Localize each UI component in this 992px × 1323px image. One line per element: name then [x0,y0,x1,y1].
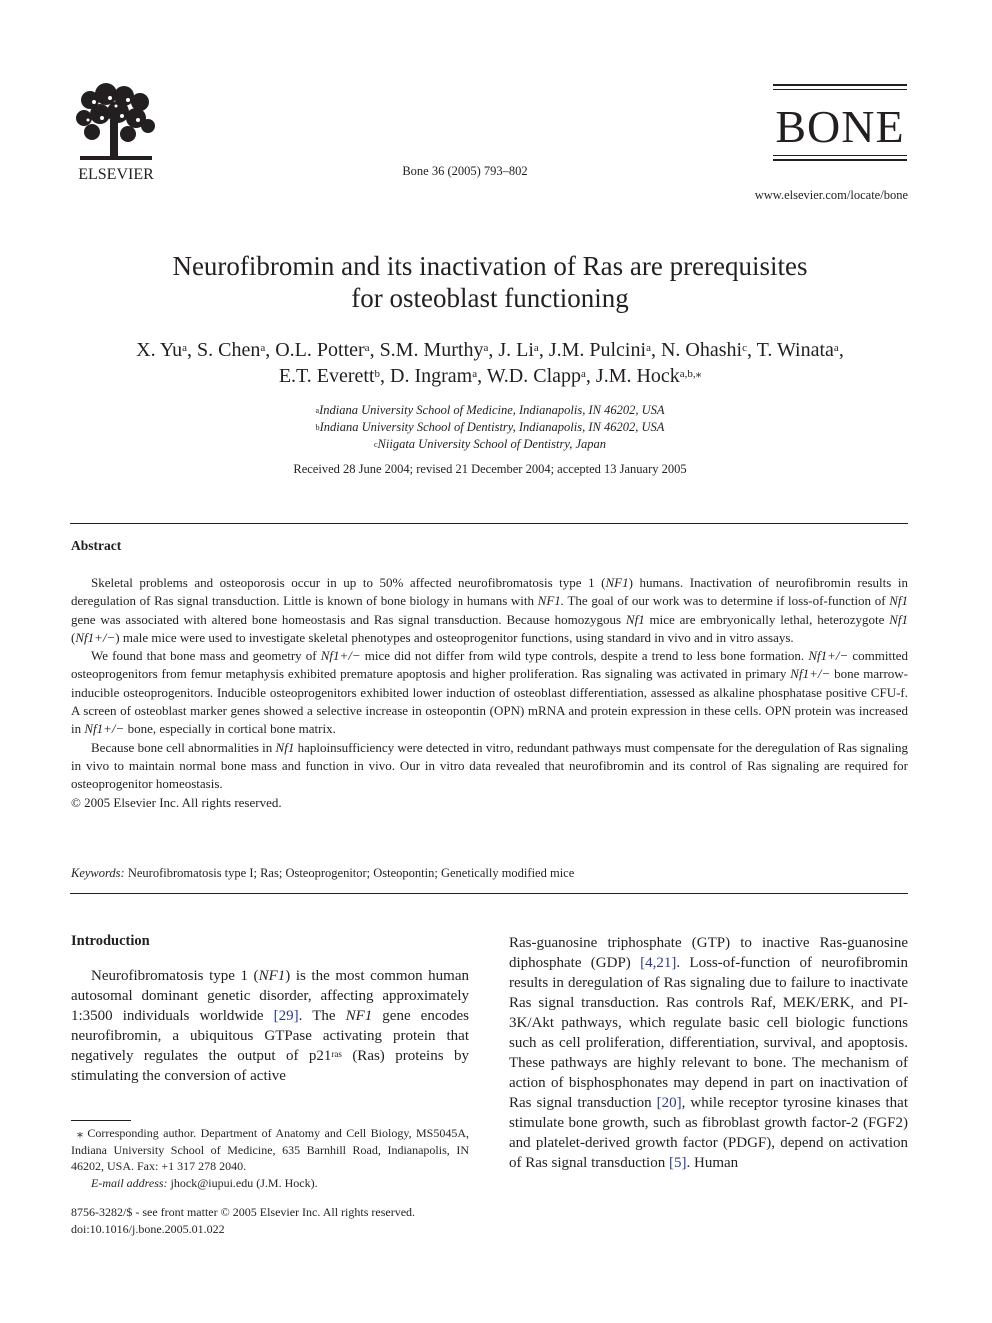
text-run: ( [71,629,76,645]
author-separator: , [477,365,487,387]
text-run: . The [298,1008,346,1024]
author-affiliation-mark: a [182,342,187,354]
keywords [71,866,908,881]
author-name: J.M. Pulcini [548,339,647,361]
author-separator: , [488,339,499,361]
abstract-copyright: © 2005 Elsevier Inc. All rights reserved. [71,794,282,810]
elsevier-logo [70,80,162,182]
italic-term: Nf1 [275,739,295,755]
italic-term: Nf1+/− [84,721,125,737]
reference-link[interactable]: [20] [656,1095,682,1111]
author-name: W.D. Clapp [486,365,582,387]
text-run: The goal of our work was to determine if loss-of-function of [564,593,890,609]
corresponding-author-note: ⁎ Corresponding author. Department of Anatomy and Cell Biology, MS5045A, Indiana University School of Medicine, 635 Barnhill Road, Indianapolis, IN 46202, USA. Fax: +1 317 278 2040. [71,1126,469,1173]
superscript: ras [331,1049,342,1059]
text-run: ) male mice were used to investigate skeletal phenotypes and osteoprogenitor functions, using standard in vivo and in vitro assays. [115,629,794,645]
divider-top [70,523,908,524]
author-name: S. Chen [197,339,261,361]
author-separator: , [380,365,391,387]
author-separator: , [187,339,197,361]
text-run: , while receptor tyrosine kinases that stimulate bone growth, such as fibroblast growth factor-2 (FGF2) and platelet-derived growth factor (PDGF), depend on activation of Ras signal transduction [509,1095,908,1171]
author-separator: , [369,339,380,361]
italic-term: NF1. [537,593,565,609]
keywords-label: Keywords: [71,866,125,880]
italic-term: Nf1+/− [808,648,849,664]
introduction-paragraph [71,966,469,1086]
journal-rule-bottom [773,159,907,161]
author-separator: , [838,339,844,361]
text-run: gene was associated with altered bone homeostasis and Ras signal transduction. Because homozygous [71,611,626,627]
affiliation-mark: b [315,423,320,432]
italic-term: Nf1 [625,611,645,627]
author-affiliation-mark: c [742,342,747,354]
author-name: S.M. Murthy [379,339,484,361]
journal-name: BONE [775,101,905,152]
author-name: D. Ingram [390,365,473,387]
text-run: bone, especially in cortical bone matrix. [124,721,336,737]
author-affiliation-mark: a,b, [679,368,696,380]
abstract-paragraph [71,739,908,794]
footnote [71,1125,469,1191]
text-run: committed osteoprogenitors from femur metaphysis exhibited premature apoptosis and higher proliferation. Ras signaling was activated in primary [71,648,908,682]
received-dates: Received 28 June 2004; revised 21 December 2004; accepted 13 January 2005 [293,462,687,476]
abstract-body [71,574,908,812]
italic-term: Nf1+/− [320,648,361,664]
divider-bottom [70,893,908,894]
text-run: Because bone cell abnormalities in [91,739,276,755]
italic-term: Nf1+/− [790,666,831,682]
abstract-paragraph [71,647,908,738]
journal-reference: Bone 36 (2005) 793–802 [402,164,528,178]
affiliation-text: Indiana University School of Medicine, Indianapolis, IN 46202, USA [319,403,665,417]
authors-line-1 [60,337,920,363]
author-affiliation-mark: a [581,368,586,380]
email-note [71,1175,469,1192]
affiliation-mark: a [315,406,320,415]
author-separator: , [538,339,549,361]
author-affiliation-mark: a [472,368,478,380]
author-separator: , [265,339,276,361]
reference-link[interactable]: [4,21] [640,955,677,971]
author-affiliation-mark: a [533,342,539,354]
author-affiliation-mark: a [833,342,839,354]
text-run: bone marrow-inducible osteoprogenitors. Inducible osteoprogenitors exhibited lower induction of osteoblast differentiation, assessed as alkaline phosphatase positive CFU-f. A screen of osteoblast marker genes showed a selective increase in osteopontin (OPN) mRNA and protein expression in these cells. OPN protein was increased in [71,666,908,737]
text-run: mice are embryonically lethal, heterozygote [644,611,890,627]
text-run: . Loss-of-function of neurofibromin results in deregulation of Ras signaling due to failure to inactivate Ras signal transduction. Ras controls Raf, MEK/ERK, and PI-3K/Akt pathways, which regulate basic cell biologic functions such as cell proliferation, differentiation, survival, and apoptosis. These pathways are highly relevant to bone. The mechanism of action of bisphosphonates may depend in part on inactivation of Ras signal transduction [509,955,908,1111]
italic-term: NF1 [605,575,629,590]
italic-term: Nf1+/− [75,629,116,645]
right-column [509,933,908,1173]
author-affiliation-mark: a [483,342,489,354]
italic-term: Nf1 [889,593,908,609]
author-affiliation-mark: b [374,368,381,380]
issn-line: 8756-3282/$ - see front matter © 2005 Elsevier Inc. All rights reserved. [71,1205,416,1219]
italic-term: NF1 [258,968,286,984]
author-list [60,337,920,389]
elsevier-tree-icon [70,80,162,182]
left-column [71,933,469,1086]
author-affiliation-mark: a [260,342,266,354]
author-affiliation-mark: a [364,342,370,354]
text-run: ) is the most common human autosomal dominant genetic disorder, affecting approximately 1:3500 individuals worldwide [71,968,469,1024]
text-run: mice did not differ from wild type controls, despite a trend to less bone formation. [360,648,809,664]
email-label: E-mail address: [91,1175,168,1190]
affiliation-line [150,419,830,436]
journal-rule-top-thin [773,89,907,90]
affiliation-line [150,436,830,453]
affiliation-text: Niigata University School of Dentistry, Japan [377,437,606,451]
authors-line-2 [60,363,920,389]
text-run: haploinsufficiency were detected in vitro, redundant pathways must compensate for the deregulation of Ras signaling in vivo to maintain normal bone mass and function in vivo. Our in vitro data revealed that neurofibromin and its control of Ras signaling are required for osteoprogenitor homeostasis. [71,739,908,792]
text-run: Ras-guanosine triphosphate (GTP) to inactive Ras-guanosine diphosphate (GDP) [509,935,908,971]
affiliations [150,402,830,453]
text-run: Neurofibromatosis type 1 ( [91,968,259,984]
affiliation-line [150,402,830,419]
abstract-heading: Abstract [71,538,122,553]
author-affiliation-mark: a [646,342,651,354]
introduction-heading: Introduction [71,933,150,949]
text-run: (Ras) proteins by stimulating the conversion of active [71,1048,469,1084]
article-title [100,250,880,314]
text-run: ) humans. Inactivation of neurofibromin results in deregulation of Ras signal transduction. Little is known of bone biology in humans with [71,575,908,609]
journal-rule-bottom-thin [773,155,907,156]
author-name: E.T. Everett [278,365,375,387]
author-name: N. Ohashi [660,339,743,361]
affiliation-text: Indiana University School of Dentistry, Indianapolis, IN 46202, USA [319,420,665,434]
author-separator: , [746,339,757,361]
title-line-1: Neurofibromin and its inactivation of Ras are prerequisites [172,251,808,281]
svg-text:ELSEVIER: ELSEVIER [78,166,154,182]
italic-term: Nf1 [889,611,908,627]
keywords-text: Neurofibromatosis type I; Ras; Osteoprogenitor; Osteopontin; Genetically modified mice [124,866,575,880]
text-run: . Human [686,1155,739,1171]
introduction-paragraph-continued [509,933,908,1173]
author-name: J. Li [498,339,534,361]
front-matter [71,1204,491,1238]
journal-url[interactable]: www.elsevier.com/locate/bone [754,188,908,202]
reference-link[interactable]: [29] [273,1008,299,1024]
author-separator: , [650,339,661,361]
doi-line[interactable]: doi:10.1016/j.bone.2005.01.022 [71,1222,225,1236]
author-name: J.M. Hock [595,365,680,387]
corresponding-mark: ⁎ [695,368,702,380]
text-run: gene encodes neurofibromin, a ubiquitous GTPase activating protein that negatively regulates the output of p21 [71,1008,469,1064]
text-run: Skeletal problems and osteoporosis occur in up to 50% affected neurofibromatosis type 1 ( [91,575,606,590]
text-run: We found that bone mass and geometry of [91,648,321,664]
author-name: O.L. Potter [275,339,365,361]
affiliation-mark: c [373,440,378,449]
author-name: X. Yu [136,339,183,361]
abstract-paragraph [71,574,908,647]
email-address[interactable]: jhock@iupui.edu (J.M. Hock). [167,1175,318,1190]
author-separator: , [585,365,596,387]
journal-rule-top [773,84,907,86]
italic-term: NF1 [345,1008,373,1024]
author-name: T. Winata [756,339,834,361]
reference-link[interactable]: [5] [668,1155,687,1171]
title-line-2: for osteoblast functioning [351,283,629,313]
footnote-rule [71,1120,131,1121]
